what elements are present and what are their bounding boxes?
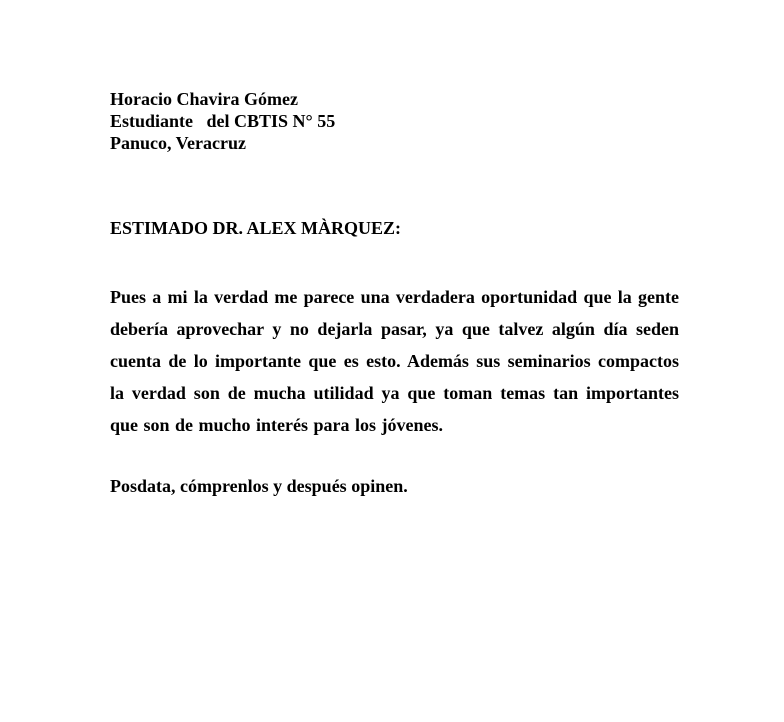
postscript: Posdata, cómprenlos y después opinen. — [110, 476, 408, 496]
sender-role: Estudiante del CBTIS N° 55 — [110, 111, 336, 131]
sender-location: Panuco, Veracruz — [110, 133, 246, 153]
sender-name: Horacio Chavira Gómez — [110, 89, 298, 109]
letter-body: Pues a mi la verdad me parece una verdadera oportunidad que la gente debería aprovechar y no dejarla pasar, ya que talvez algún día seden cuenta de lo importante que es esto. Además sus seminarios compactos la verdad son de mucha utilidad ya que toman temas tan importantes que son de mucho interés para los jóvenes. — [110, 287, 679, 435]
sender-block — [110, 88, 610, 154]
salutation: ESTIMADO DR. ALEX MÀRQUEZ: — [110, 218, 402, 238]
